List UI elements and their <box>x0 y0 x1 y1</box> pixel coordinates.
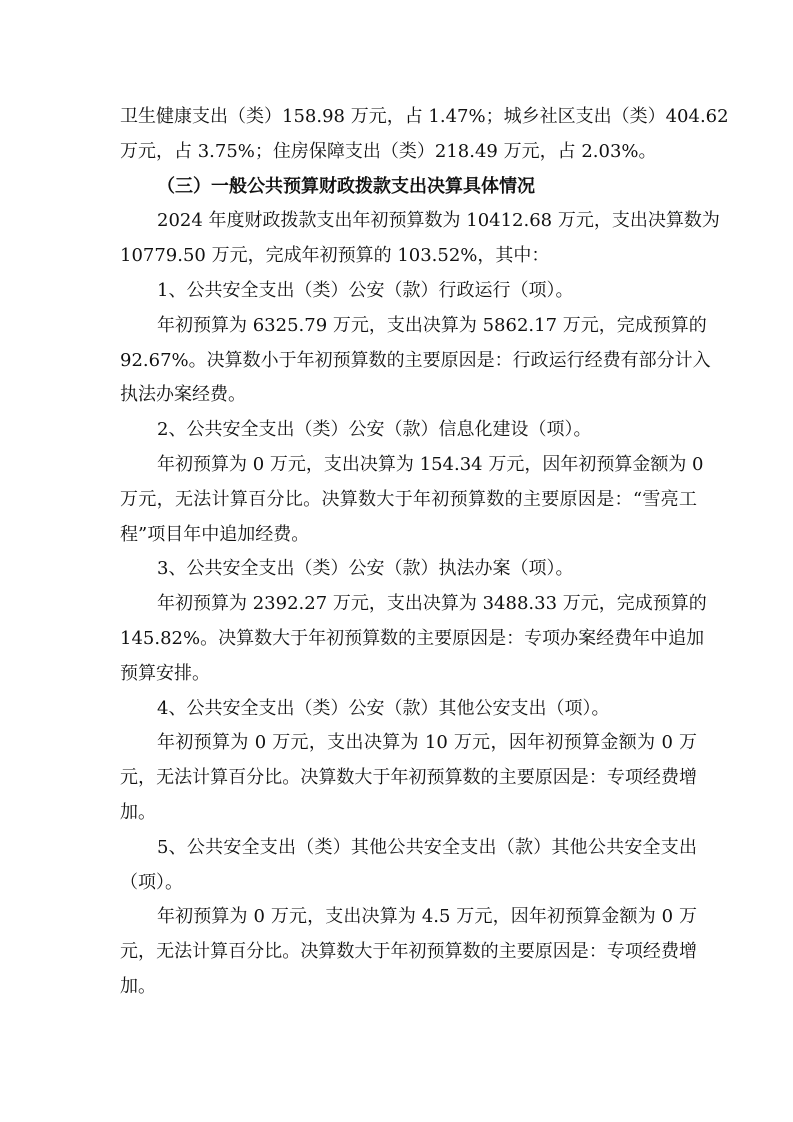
text-line: 5、公共安全支出（类）其他公共安全支出（款）其他公共安全支出 <box>157 836 697 858</box>
text-line: 2、公共安全支出（类）公安（款）信息化建设（项）。 <box>157 419 592 441</box>
text-line: 元，无法计算百分比。决算数大于年初预算数的主要原因是：专项经费增 <box>120 767 697 789</box>
text-line: 2024 年度财政拨款支出年初预算数为 10412.68 万元，支出决算数为 <box>157 210 720 232</box>
paragraph <box>120 309 711 413</box>
text-line: 10779.50 万元，完成年初预算的 103.52%，其中： <box>120 245 550 267</box>
paragraph <box>120 692 697 727</box>
text-line: 卫生健康支出（类）158.98 万元，占 1.47%；城乡社区支出（类）404.62 <box>120 106 729 127</box>
paragraph <box>120 587 707 691</box>
paragraph <box>120 100 729 170</box>
paragraph <box>120 900 697 1004</box>
paragraph <box>120 831 697 901</box>
text-line: 92.67%。决算数小于年初预算数的主要原因是：行政运行经费有部分计入 <box>120 349 711 371</box>
section-heading <box>120 170 697 205</box>
paragraph <box>120 552 697 587</box>
paragraph <box>120 204 720 274</box>
text-line: 万元，无法计算百分比。决算数大于年初预算数的主要原因是：“雪亮工 <box>120 488 697 510</box>
text-line: 1、公共安全支出（类）公安（款）行政运行（项）。 <box>157 279 574 301</box>
paragraph <box>120 274 697 309</box>
text-line: 年初预算为 0 万元，支出决算为 4.5 万元，因年初预算金额为 0 万 <box>157 906 697 928</box>
text-line: 加。 <box>120 801 156 823</box>
text-line: 3、公共安全支出（类）公安（款）执法办案（项）。 <box>157 558 574 580</box>
text-line: 程”项目年中追加经费。 <box>120 523 310 545</box>
text-line: 145.82%。决算数大于年初预算数的主要原因是：专项办案经费年中追加 <box>120 627 705 649</box>
text-line: 元，无法计算百分比。决算数大于年初预算数的主要原因是：专项经费增 <box>120 941 697 963</box>
paragraph <box>120 448 704 552</box>
text-line: 加。 <box>120 975 156 997</box>
text-line: （项）。 <box>120 871 183 893</box>
text-line: 年初预算为 0 万元，支出决算为 10 万元，因年初预算金额为 0 万 <box>157 732 697 754</box>
text-line: （三）一般公共预算财政拨款支出决算具体情况 <box>157 175 535 197</box>
text-line: 年初预算为 2392.27 万元，支出决算为 3488.33 万元，完成预算的 <box>157 593 707 615</box>
text-line: 年初预算为 6325.79 万元，支出决算为 5862.17 万元，完成预算的 <box>157 314 707 336</box>
paragraph <box>120 726 697 830</box>
document-page <box>120 100 729 1005</box>
text-line: 预算安排。 <box>120 662 210 684</box>
text-line: 年初预算为 0 万元，支出决算为 154.34 万元，因年初预算金额为 0 <box>157 453 704 475</box>
text-line: 执法办案经费。 <box>120 384 246 406</box>
text-line: 万元，占 3.75%；住房保障支出（类）218.49 万元，占 2.03%。 <box>120 140 657 162</box>
paragraph <box>120 413 697 448</box>
text-line: 4、公共安全支出（类）公安（款）其他公安支出（项）。 <box>157 697 610 719</box>
